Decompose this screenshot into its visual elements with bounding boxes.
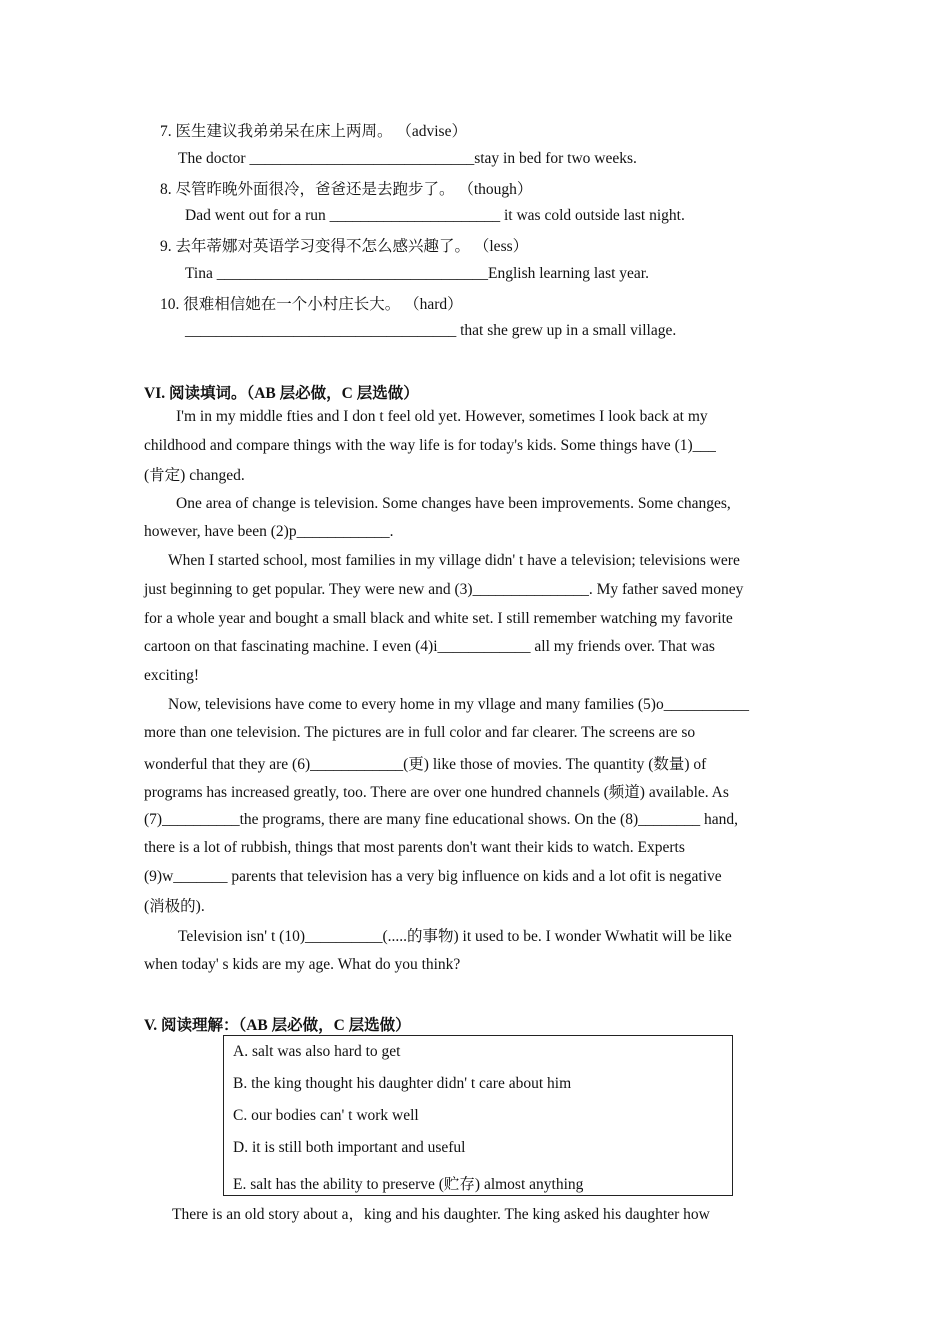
passage-line: wonderful that they are (6)____________(更) like those of movies. The quantity (数量) of <box>144 756 707 773</box>
passage-line: more than one television. The pictures are in full color and far clearer. The screens are so <box>144 724 696 741</box>
passage-line: programs has increased greatly, too. There are over one hundred channels (频道) available. As <box>144 784 729 801</box>
passage-line: When I started school, most families in my village didn' t have a television; televisions were <box>168 552 740 569</box>
passage-line: (消极的). <box>144 898 205 915</box>
item-9-chinese: 9. 去年蒂娜对英语学习变得不怎么感兴趣了。 （less） <box>160 238 529 255</box>
option-c: C. our bodies can' t work well <box>233 1107 419 1124</box>
passage-line: I'm in my middle fties and I don t feel old yet. However, sometimes I look back at my <box>176 408 708 425</box>
item-10-chinese: 10. 很难相信她在一个小村庄长大。 （hard） <box>160 296 463 313</box>
item-7-english: The doctor _____________________________stay in bed for two weeks. <box>178 150 637 167</box>
option-b: B. the king thought his daughter didn' t care about him <box>233 1075 572 1092</box>
section-v-title: V. 阅读理解：（AB 层必做，C 层选做） <box>144 1017 411 1034</box>
passage-line: One area of change is television. Some changes have been improvements. Some changes, <box>176 495 731 512</box>
item-10-english: ___________________________________ that she grew up in a small village. <box>185 322 677 339</box>
item-8-english: Dad went out for a run ______________________ it was cold outside last night. <box>185 207 685 224</box>
passage-line: when today' s kids are my age. What do you think? <box>144 956 461 973</box>
passage-line: for a whole year and bought a small black and white set. I still remember watching my favorite <box>144 610 733 627</box>
passage-start: There is an old story about a，king and his daughter. The king asked his daughter how <box>172 1206 710 1223</box>
passage-line: Television isn' t (10)__________(.....的事物) it used to be. I wonder Wwhatit will be like <box>178 928 732 945</box>
passage-line: there is a lot of rubbish, things that most parents don't want their kids to watch. Experts <box>144 839 685 856</box>
passage-line: however, have been (2)p____________. <box>144 523 394 540</box>
item-7-chinese: 7. 医生建议我弟弟呆在床上两周。 （advise） <box>160 123 467 140</box>
passage-line: (7)__________the programs, there are many fine educational shows. On the (8)________ hand, <box>144 811 739 828</box>
option-d: D. it is still both important and useful <box>233 1139 466 1156</box>
passage-line: childhood and compare things with the way life is for today's kids. Some things have (1)___ <box>144 437 716 454</box>
passage-line: cartoon on that fascinating machine. I even (4)i____________ all my friends over. That was <box>144 638 715 655</box>
item-8-chinese: 8. 尽管昨晚外面很冷，爸爸还是去跑步了。 （though） <box>160 181 533 198</box>
passage-line: just beginning to get popular. They were new and (3)_______________. My father saved money <box>144 581 744 598</box>
option-a: A. salt was also hard to get <box>233 1043 401 1060</box>
passage-line: Now, televisions have come to every home in my vllage and many families (5)o___________ <box>168 696 749 713</box>
section-vi-title: VI. 阅读填词。（AB 层必做，C 层选做） <box>144 385 419 402</box>
item-9-english: Tina ___________________________________English learning last year. <box>185 265 649 282</box>
passage-line: exciting! <box>144 667 200 684</box>
passage-line: (肯定) changed. <box>144 467 245 484</box>
options-box <box>223 1035 733 1196</box>
passage-line: (9)w_______ parents that television has a very big influence on kids and a lot ofit is negative <box>144 868 722 885</box>
option-e: E. salt has the ability to preserve (贮存) almost anything <box>233 1176 584 1193</box>
